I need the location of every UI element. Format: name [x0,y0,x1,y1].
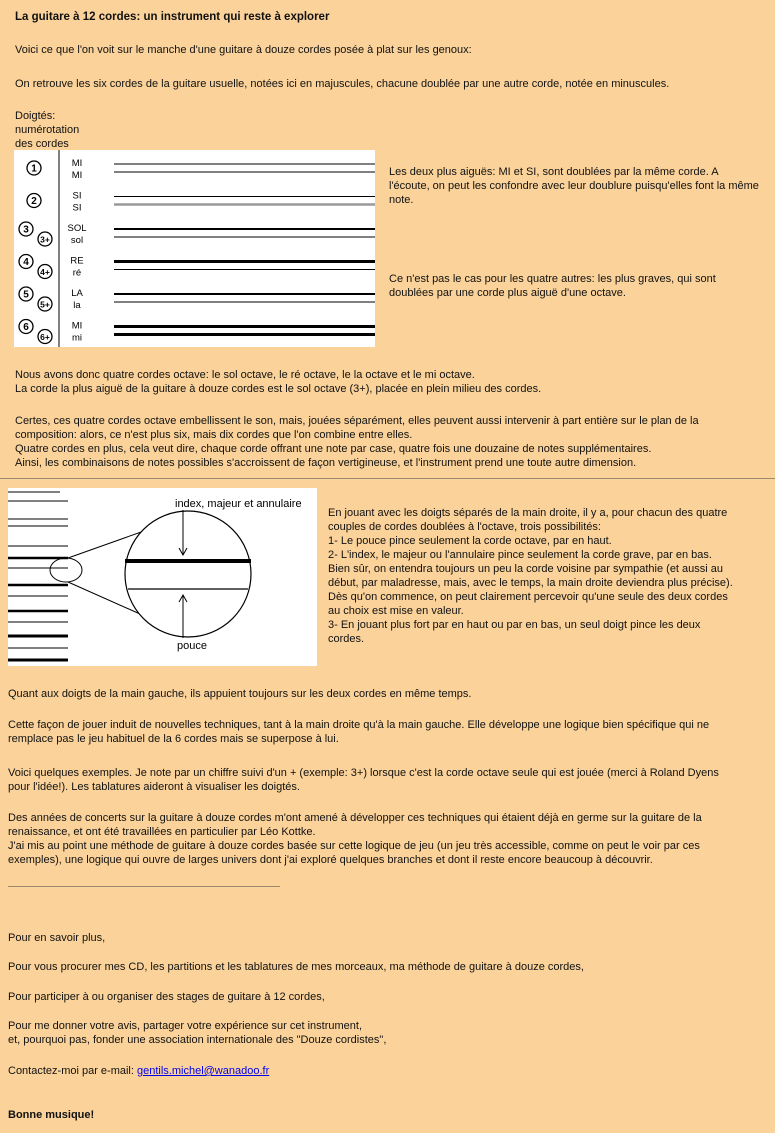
note-upper: SOL [67,223,87,234]
footer-divider [8,886,280,887]
string-number: 6 [23,322,29,333]
email-link[interactable]: gentils.michel@wanadoo.fr [137,1065,270,1077]
string-number: 4 [23,257,29,268]
note-lower: SI [72,202,82,214]
stages-text: Pour participer à ou organiser des stages de guitare à 12 cordes, [8,991,325,1003]
page-title: La guitare à 12 cordes: un instrument qui reste à explorer [15,11,330,23]
contact-line [8,1064,758,1078]
octave-number: 3+ [40,234,50,245]
note-lower: sol [70,235,84,246]
octave-number: 5+ [40,299,50,310]
string-number: 3 [23,224,29,236]
zoom-label-bottom: pouce [177,640,207,652]
note-upper: LA [71,288,83,299]
octave-number: 6+ [40,332,50,342]
note-lower: ré [72,267,82,279]
note-upper: RE [70,255,84,267]
note-lower: MI [71,170,83,181]
cd-text: Pour vous procurer mes CD, les partitions et les tablatures de mes morceaux, ma méthode de guitare à douze cordes, [8,961,584,973]
side-note-low-strings: Ce n'est pas le cas pour les quatre autres: les plus graves, qui sont doublées par une corde plus aiguë d'une octave. [389,273,716,299]
contact-text: Contactez-moi par e-mail: [8,1065,137,1077]
string-number: 2 [31,196,37,207]
closing-text: Bonne musique! [8,1109,95,1121]
zoom-diagram [8,488,317,666]
fingering-label: Doigtés: numérotation des cordes [15,110,80,150]
examples-paragraph: Voici quelques exemples. Je note par un chiffre suivi d'un + (exemple: 3+) lorsque c'est la corde octave seule qui est jouée (merci à Roland Dyens pour l'idée!). Les tablatures aideront à visualiser les doigtés. [8,767,719,793]
more-info-text: Pour en savoir plus, [8,932,106,944]
feedback-text: Pour me donner votre avis, partager votre expérience sur cet instrument, et, pourquoi pas, fonder une association internationale des "Douze cordistes", [8,1020,387,1046]
section-divider [0,478,775,479]
string-diagram [14,150,375,347]
concerts-paragraph: Des années de concerts sur la guitare à douze cordes m'ont amené à développer ces techniques qui étaient déjà en germe sur la guitare de la renaissance, et ont été travaillées en particulier par Léo Kottke. J'ai mis au point une méthode de guitare à douze cordes basée sur cette logique de jeu (un jeu très accessible, comme on peut le voir par ces exemples), une logique qui ouvre de larges univers dont j'ai exploré quelques branches et dont il reste encore beaucoup à découvrir. [8,812,702,866]
string-number: 5 [23,289,29,301]
intro-paragraph-2: On retrouve les six cordes de la guitare usuelle, notées ici en majuscules, chacune doublée par une autre corde, notée en minuscules. [15,78,670,90]
zoom-label-top: index, majeur et annulaire [175,498,302,510]
left-hand-paragraph: Quant aux doigts de la main gauche, ils appuient toujours sur les deux cordes en même temps. [8,688,472,700]
note-upper: MI [71,320,83,332]
note-upper: SI [72,190,82,202]
note-lower: la [73,300,81,311]
techniques-paragraph: Cette façon de jouer induit de nouvelles techniques, tant à la main droite qu'à la main gauche. Elle développe une logique bien spécifique qui ne remplace pas le jeu habituel de la 6 cordes mais se superpose à lui. [8,719,710,745]
side-note-high-strings: Les deux plus aiguës: MI et SI, sont doublées par la même corde. A l'écoute, on peut les confondre avec leur doublure puisqu'elles font la même note. [389,166,759,206]
note-lower: mi [71,332,83,344]
zoom-diagram-svg [8,488,317,666]
intro-paragraph-1: Voici ce que l'on voit sur le manche d'une guitare à douze cordes posée à plat sur les genoux: [15,44,472,56]
string-number: 1 [31,163,37,175]
octave-number: 4+ [40,267,50,277]
certes-paragraph: Certes, ces quatre cordes octave embellissent le son, mais, jouées séparément, elles peuvent aussi intervenir à part entière sur le plan de la composition: alors, ce n'est plus six, mais dix cordes que l'on combine entre elles. Quatre cordes en plus, cela veut dire, chaque corde offrant une note par case, quatre fois une douzaine de notes supplémentaires. Ainsi, les combinaisons de notes possibles s'accroissent de façon vertigineuse, et l'instrument prend une toute autre dimension. [15,415,699,469]
octave-paragraph: Nous avons donc quatre cordes octave: le sol octave, le ré octave, le la octave et le mi octave. La corde la plus aiguë de la guitare à douze cordes est le sol octave (3+), placée en plein milieu des cordes. [15,369,542,395]
note-upper: MI [71,158,83,169]
right-hand-paragraph: En jouant avec les doigts séparés de la main droite, il y a, pour chacun des quatre couples de cordes doublées à l'octave, trois possibilités: 1- Le pouce pince seulement la corde octave, par en haut. 2- L'index, le majeur ou l'annulaire pince seulement la corde grave, par en bas. Bien sûr, on entendra toujours un peu la corde voisine par sympathie (et aussi au début, par maladresse, mais, avec le temps, la main droite deviendra plus précise). Dès qu'on commence, on peut clairement percevoir qu'une seule des deux cordes au choix est mise en valeur. 3- En jouant plus fort par en haut ou par en bas, un seul doigt pince les deux cordes. [328,507,733,645]
string-diagram-svg [14,150,375,347]
